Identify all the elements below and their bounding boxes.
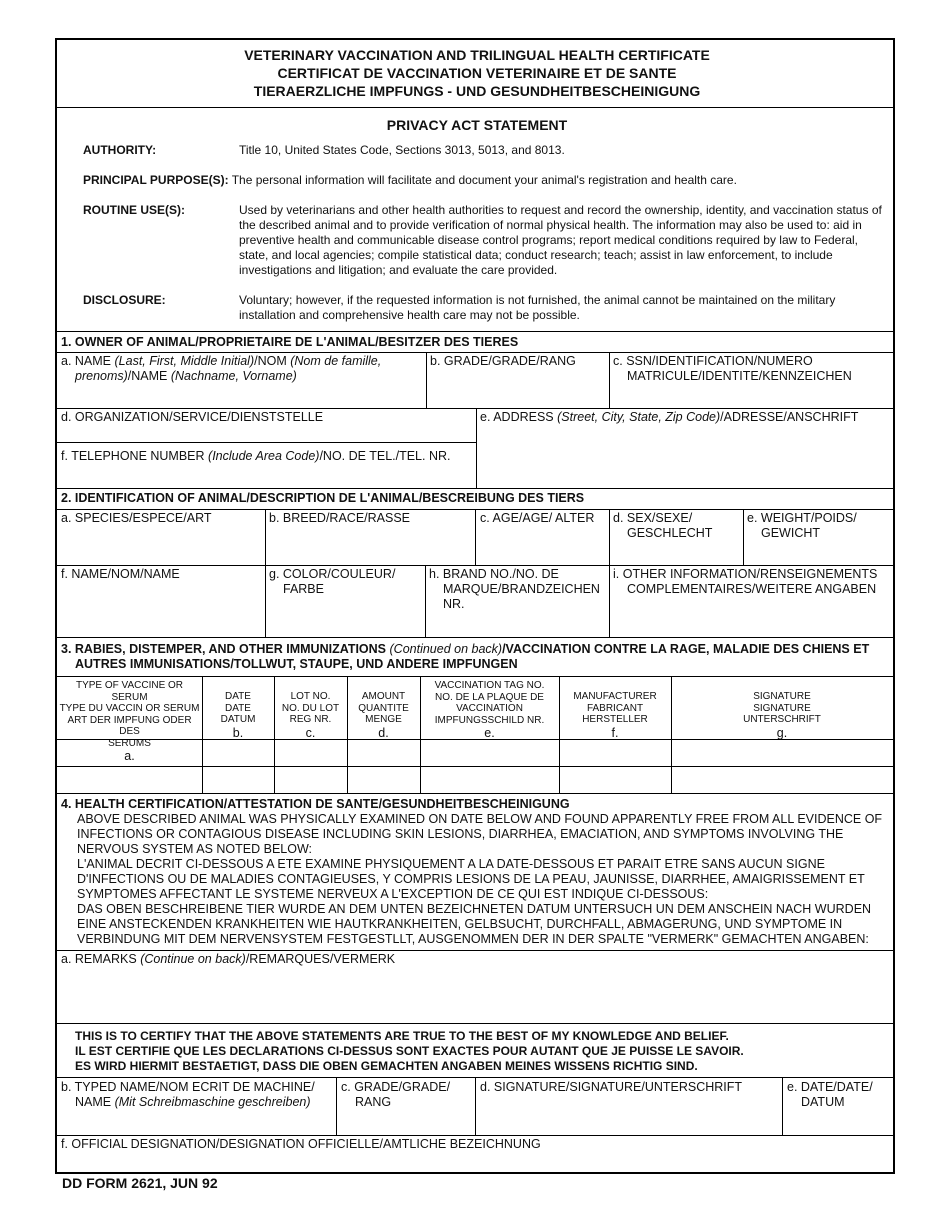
- divider: [476, 408, 477, 488]
- routine-label: ROUTINE USE(S):: [83, 203, 185, 217]
- section1-heading: 1. OWNER OF ANIMAL/PROPRIETAIRE DE L'ANIMAL/BESITZER DES TIERES: [61, 335, 519, 349]
- vaccination-cell[interactable]: [57, 766, 202, 793]
- column-header-line: SIGNATURE: [753, 691, 811, 702]
- title-german: TIERAERZLICHE IMPFUNGS - UND GESUNDHEITBESCHEINIGUNG: [253, 83, 701, 99]
- vaccination-column-header: [202, 691, 274, 740]
- column-header-line: TYPE DU VACCIN OR SERUM: [59, 703, 200, 714]
- column-header-line: DATE: [225, 702, 251, 714]
- purpose-text: The personal information will facilitate and document your animal's registration and health care.: [231, 173, 737, 187]
- vaccination-cell[interactable]: [420, 766, 559, 793]
- vaccination-cell[interactable]: [57, 739, 202, 766]
- divider: [609, 509, 610, 637]
- animal-species-field[interactable]: a. SPECIES/ESPECE/ART: [61, 511, 212, 525]
- divider: [57, 488, 893, 489]
- vaccination-cell[interactable]: [274, 766, 347, 793]
- column-key: g.: [776, 725, 788, 740]
- vaccination-cell[interactable]: [202, 766, 274, 793]
- divider: [57, 950, 893, 951]
- divider: [57, 565, 893, 566]
- column-key: e.: [484, 726, 495, 740]
- column-header-line: IMPFUNGSSCHILD NR.: [434, 714, 545, 726]
- vaccination-cell[interactable]: [347, 766, 420, 793]
- column-header-line: HERSTELLER: [582, 714, 648, 725]
- divider: [57, 676, 893, 677]
- divider: [336, 1077, 337, 1135]
- vaccination-column-header: [274, 691, 347, 740]
- column-key: b.: [232, 725, 244, 740]
- animal-brand-field[interactable]: h. BRAND NO./NO. DE MARQUE/BRANDZEICHEN NR.: [429, 567, 600, 611]
- animal-other-info-field[interactable]: i. OTHER INFORMATION/RENSEIGNEMENTS COMPLEMENTAIRES/WEITERE ANGABEN: [613, 567, 878, 596]
- purpose-row: [83, 173, 883, 187]
- divider: [609, 352, 610, 408]
- divider: [57, 1023, 893, 1024]
- certify-en: THIS IS TO CERTIFY THAT THE ABOVE STATEMENTS ARE TRUE TO THE BEST OF MY KNOWLEDGE AND BELIEF.: [75, 1029, 729, 1043]
- vaccination-cell[interactable]: [671, 739, 893, 766]
- divider: [57, 766, 893, 767]
- health-statement-en: ABOVE DESCRIBED ANIMAL WAS PHYSICALLY EXAMINED ON DATE BELOW AND FOUND APPARENTLY FREE FROM ALL EVIDENCE OF INFECTIONS OR CONTAGIOUS DISEASE INCLUDING SKIN LESIONS, DIARRHEA, EMACIATION, AND SYMPTOMS INVOLVING THE NERVOUS SYSTEM AS NOTED BELOW:: [77, 812, 883, 856]
- authority-text: Title 10, United States Code, Sections 3013, 5013, and 8013.: [239, 143, 565, 157]
- vaccination-cell[interactable]: [420, 739, 559, 766]
- owner-ssn-field[interactable]: c. SSN/IDENTIFICATION/NUMERO MATRICULE/IDENTITE/KENNZEICHEN: [613, 354, 852, 383]
- routine-text: Used by veterinarians and other health authorities to request and record the ownership, identity, and vaccination status of the described animal and to provide verification of normal physical health. The information may also be used to: aid in preventive health and communicable disease control programs; report medical conditions required by law to Federal, state, and local agencies; compile statistical data; conduct research; teach; assist in law enforcement, to include investigations and litigation; and evaluate the care provided.: [239, 203, 882, 277]
- vaccination-column-header: [347, 691, 420, 740]
- owner-organization-field[interactable]: d. ORGANIZATION/SERVICE/DIENSTSTELLE: [61, 410, 324, 424]
- typed-name-field[interactable]: b. TYPED NAME/NOM ECRIT DE MACHINE/ NAME (Mit Schreibmaschine geschreiben): [61, 1080, 315, 1109]
- column-header-line: NO. DE LA PLAQUE DE: [435, 691, 544, 703]
- divider: [782, 1077, 783, 1135]
- vaccination-cell[interactable]: [347, 739, 420, 766]
- divider: [57, 793, 893, 794]
- vaccination-cell[interactable]: [671, 766, 893, 793]
- column-header-line: REG NR.: [289, 714, 332, 725]
- vaccination-cell[interactable]: [202, 739, 274, 766]
- certify-de: ES WIRD HIERMIT BESTAETIGT, DASS DIE OBEN GEMACHTEN ANGABEN MEINES WISSENS RICHTIG SIND.: [75, 1059, 698, 1073]
- column-header-line: MENGE: [365, 714, 402, 725]
- divider: [265, 509, 266, 637]
- column-header-line: TYPE OF VACCINE OR SERUM: [75, 680, 184, 703]
- divider: [57, 739, 893, 740]
- vet-signature-field[interactable]: d. SIGNATURE/SIGNATURE/UNTERSCHRIFT: [480, 1080, 743, 1094]
- vet-grade-field[interactable]: c. GRADE/GRADE/ RANG: [341, 1080, 451, 1109]
- column-header-line: SIGNATURE: [753, 702, 811, 714]
- health-statement-de: DAS OBEN BESCHREIBENE TIER WURDE AN DEM UNTEN BEZEICHNETEN DATUM UNTERSUCH UN DEM ANSCHEIN NACH WURDEN EINE ANSTECKENDEN KRANKHEITEN WIE HAUTKRANKHEITEN, GELBSUCHT, DURCHFALL, ABMAGERUNG, UND SYMPTOME IN VERBINDUNG MIT DEM NERVENSYSTEM FESTGESTLLT, AUSGENOMMEN DER IN DER SPALTE "VERMERK" GEMACHTEN ANGABEN:: [77, 902, 872, 946]
- divider: [57, 1135, 893, 1136]
- title-english: VETERINARY VACCINATION AND TRILINGUAL HEALTH CERTIFICATE: [244, 47, 710, 63]
- divider: [57, 331, 893, 332]
- divider: [57, 107, 893, 108]
- form-identifier: DD FORM 2621, JUN 92: [62, 1175, 218, 1191]
- authority-label: AUTHORITY:: [83, 143, 157, 157]
- animal-sex-field[interactable]: d. SEX/SEXE/ GESCHLECHT: [613, 511, 713, 540]
- certificate-date-field[interactable]: e. DATE/DATE/ DATUM: [787, 1080, 873, 1109]
- purpose-label: PRINCIPAL PURPOSE(S):: [83, 173, 229, 187]
- column-header-line: SERUMS: [108, 737, 151, 749]
- column-header-line: MANUFACTURER: [573, 691, 657, 702]
- owner-grade-field[interactable]: b. GRADE/GRADE/RANG: [430, 354, 576, 368]
- column-header-line: FABRICANT: [586, 702, 644, 714]
- certify-fr: IL EST CERTIFIE QUE LES DECLARATIONS CI-DESSUS SONT EXACTES POUR AUTANT QUE JE PUISSE LE SAVOIR.: [75, 1044, 744, 1058]
- column-header-line: NO. DU LOT: [281, 702, 340, 714]
- divider: [426, 352, 427, 408]
- divider: [475, 1077, 476, 1135]
- column-header-line: AMOUNT: [361, 691, 406, 702]
- vaccination-cell[interactable]: [559, 739, 671, 766]
- divider: [57, 352, 893, 353]
- column-key: d.: [378, 725, 389, 740]
- vaccination-cell[interactable]: [559, 766, 671, 793]
- disclosure-text: Voluntary; however, if the requested information is not furnished, the animal cannot be maintained on the military installation and comprehensive health care may not be possible.: [239, 293, 836, 322]
- divider: [57, 637, 893, 638]
- animal-name-field[interactable]: f. NAME/NOM/NAME: [61, 567, 180, 581]
- animal-weight-field[interactable]: e. WEIGHT/POIDS/ GEWICHT: [747, 511, 857, 540]
- vaccination-column-header: [420, 680, 559, 740]
- disclosure-label: DISCLOSURE:: [83, 293, 166, 307]
- section4-heading: 4. HEALTH CERTIFICATION/ATTESTATION DE SANTE/GESUNDHEITBESCHEINIGUNG: [61, 797, 570, 811]
- divider: [475, 509, 476, 565]
- column-header-line: LOT NO.: [290, 691, 331, 702]
- column-key: c.: [305, 725, 316, 740]
- certificate-form: [55, 38, 895, 1174]
- vaccination-column-header: [671, 691, 893, 740]
- privacy-heading: PRIVACY ACT STATEMENT: [386, 117, 568, 133]
- animal-breed-field[interactable]: b. BREED/RACE/RASSE: [269, 511, 411, 525]
- owner-address-field[interactable]: e. ADDRESS (Street, City, State, Zip Code)/ADRESSE/ANSCHRIFT: [480, 410, 859, 424]
- owner-name-field[interactable]: a. NAME (Last, First, Middle Initial)/NOM (Nom de famille, prenoms)/NAME (Nachname, Vorname): [61, 354, 382, 383]
- column-header-line: VACCINATION: [456, 703, 523, 714]
- title-french: CERTIFICAT DE VACCINATION VETERINAIRE ET DE SANTE: [277, 65, 677, 81]
- column-header-line: QUANTITE: [358, 702, 409, 714]
- column-header-line: DATE: [225, 691, 251, 702]
- column-key: a.: [124, 749, 135, 763]
- column-key: f.: [611, 725, 619, 740]
- divider: [57, 442, 477, 443]
- section2-heading: 2. IDENTIFICATION OF ANIMAL/DESCRIPTION DE L'ANIMAL/BESCREIBUNG DES TIERS: [61, 491, 585, 505]
- divider: [425, 565, 426, 637]
- column-header-line: DATUM: [220, 714, 256, 725]
- owner-telephone-field[interactable]: f. TELEPHONE NUMBER (Include Area Code)/NO. DE TEL./TEL. NR.: [61, 449, 451, 463]
- column-header-line: VACCINATION TAG NO.: [434, 680, 545, 691]
- column-header-line: UNTERSCHRIFT: [743, 714, 821, 725]
- section3-heading: 3. RABIES, DISTEMPER, AND OTHER IMMUNIZATIONS (Continued on back)/VACCINATION CONTRE LA RAGE, MALADIE DES CHIENS ET AUTRES IMMUNISATIONS/TOLLWUT, STAUPE, UND ANDERE IMPFUNGEN: [61, 642, 870, 671]
- divider: [743, 509, 744, 565]
- remarks-field[interactable]: a. REMARKS (Continue on back)/REMARQUES/VERMERK: [61, 952, 396, 966]
- health-statement-fr: L'ANIMAL DECRIT CI-DESSOUS A ETE EXAMINE PHYSIQUEMENT A LA DATE-DESSOUS ET PARAIT ETRE SANS AUCUN SIGNE D'INFECTIONS OU DE MALADIES CONTAGIEUSES, Y COMPRIS LESIONS DE LA PEAU, JAUNISSE, DIARRHEE, AMAIGRISSEMENT ET SYMPTOMES AFFECTANT LE SYSTEME NERVEUX A L'EXCEPTION DE CE QUI EST INDIQUE CI-DESSOUS:: [77, 857, 865, 901]
- official-designation-field[interactable]: f. OFFICIAL DESIGNATION/DESIGNATION OFFICIELLE/AMTLICHE BEZEICHNUNG: [61, 1137, 541, 1151]
- animal-color-field[interactable]: g. COLOR/COULEUR/ FARBE: [269, 567, 396, 596]
- column-header-line: ART DER IMPFUNG ODER DES: [67, 714, 192, 737]
- vaccination-cell[interactable]: [274, 739, 347, 766]
- animal-age-field[interactable]: c. AGE/AGE/ ALTER: [480, 511, 595, 525]
- divider: [57, 408, 893, 409]
- vaccination-column-header: [559, 691, 671, 740]
